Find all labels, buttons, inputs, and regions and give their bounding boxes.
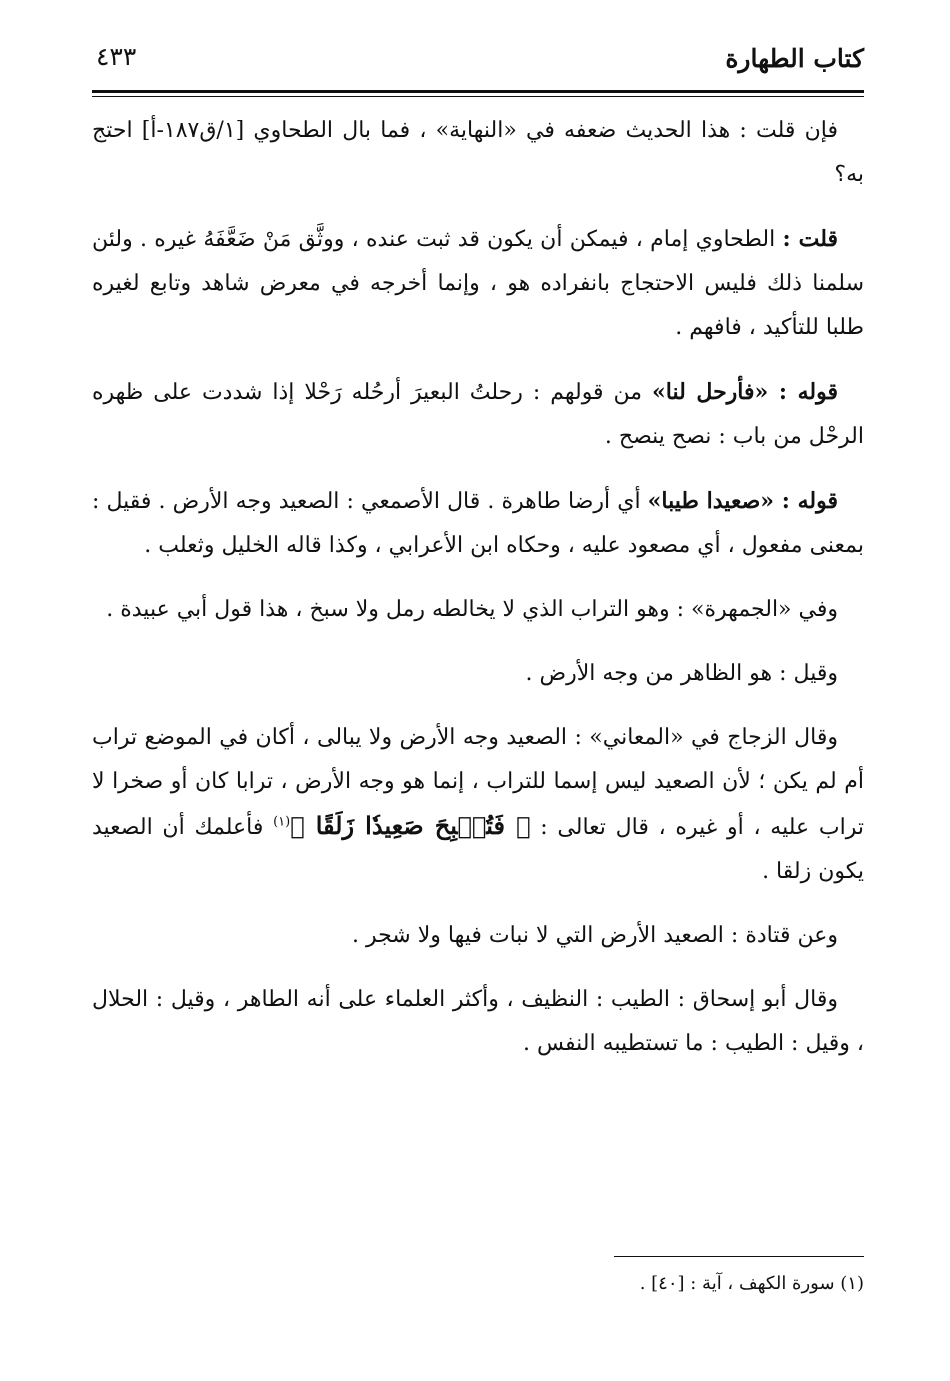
footnote-separator — [614, 1256, 864, 1257]
paragraph-5 — [92, 588, 864, 632]
paragraph-3 — [92, 370, 864, 459]
paragraph-9-text: وقال أبو إسحاق : الطيب : النظيف ، وأكثر العلماء على أنه الطاهر ، وقيل : الحلال ، وقيل : الطيب : ما تستطيبه النفس . — [92, 987, 864, 1056]
paragraph-9 — [92, 978, 864, 1066]
paragraph-8 — [92, 914, 864, 958]
paragraph-3-text: من قولهم : رحلتُ البعيرَ أرحُله رَحْلا إذا شددت على ظهره الرحْل من باب : نصح ينصح . — [92, 380, 864, 449]
paragraph-4-text: أي أرضا طاهرة . قال الأصمعي : الصعيد وجه الأرض . فقيل : بمعنى مفعول ، أي مصعود عليه ، وحكاه ابن الأعرابي ، وكذا قاله الخليل وثعلب . — [92, 489, 864, 558]
paragraph-6-text: وقيل : هو الظاهر من وجه الأرض . — [525, 661, 838, 686]
paragraph-7 — [92, 716, 864, 894]
paragraph-6 — [92, 652, 864, 696]
page-header — [92, 40, 864, 86]
paragraph-1-text: فإن قلت : هذا الحديث ضعفه في «النهاية» ، فما بال الطحاوي [١/ق١٨٧-أ] احتج به؟ — [92, 118, 864, 187]
header-rule-thin — [92, 96, 864, 97]
header-rule-thick — [92, 90, 864, 93]
paragraph-4 — [92, 479, 864, 568]
footnote-ref-1[interactable]: (١) — [273, 814, 291, 830]
paragraph-2-lead: قلت : — [782, 226, 838, 252]
main-text — [92, 109, 864, 1066]
paragraph-3-lead: قوله : «فأرحل لنا» — [652, 379, 838, 405]
paragraph-1 — [92, 109, 864, 197]
page-number: ٤٣٣ — [96, 42, 137, 71]
paragraph-5-text: وفي «الجمهرة» : وهو التراب الذي لا يخالطه رمل ولا سبخ ، هذا قول أبي عبيدة . — [106, 597, 838, 622]
paragraph-7-before: وقال الزجاج في «المعاني» : الصعيد وجه الأرض ولا يبالى ، أكان في الموضع تراب أم لم يكن ؛ لأن الصعيد ليس إسما للتراب ، إنما هو وجه الأرض ، ترابا كان أو صخرا لا تراب عليه ، أو غيره ، قال تعالى : — [92, 725, 864, 840]
paragraph-2-text: الطحاوي إمام ، فيمكن أن يكون قد ثبت عنده ، ووثَّق مَنْ ضَعَّفَهُ غيره . ولئن سلمنا ذلك فليس الاحتجاج بانفراده هو ، وإنما أخرجه في معرض شاهد وتابع لغيره طلبا للتأكيد ، فافهم . — [92, 227, 865, 340]
paragraph-8-text: وعن قتادة : الصعيد الأرض التي لا نبات فيها ولا شجر . — [351, 923, 838, 948]
paragraph-2 — [92, 217, 864, 350]
quran-verse: ﴿ فَتُصۡبِحَ صَعِيدٗا زَلَقًا ﴾ — [290, 811, 531, 840]
page — [92, 40, 864, 1340]
paragraph-7-after: فأعلمك أن الصعيد يكون زلقا . — [92, 815, 864, 884]
footnotes — [92, 1256, 864, 1299]
footnote-1: (١) سورة الكهف ، آية : [٤٠] . — [639, 1273, 864, 1294]
running-title: كتاب الطهارة — [725, 44, 864, 73]
paragraph-4-lead: قوله : «صعيدا طيبا» — [647, 488, 839, 514]
